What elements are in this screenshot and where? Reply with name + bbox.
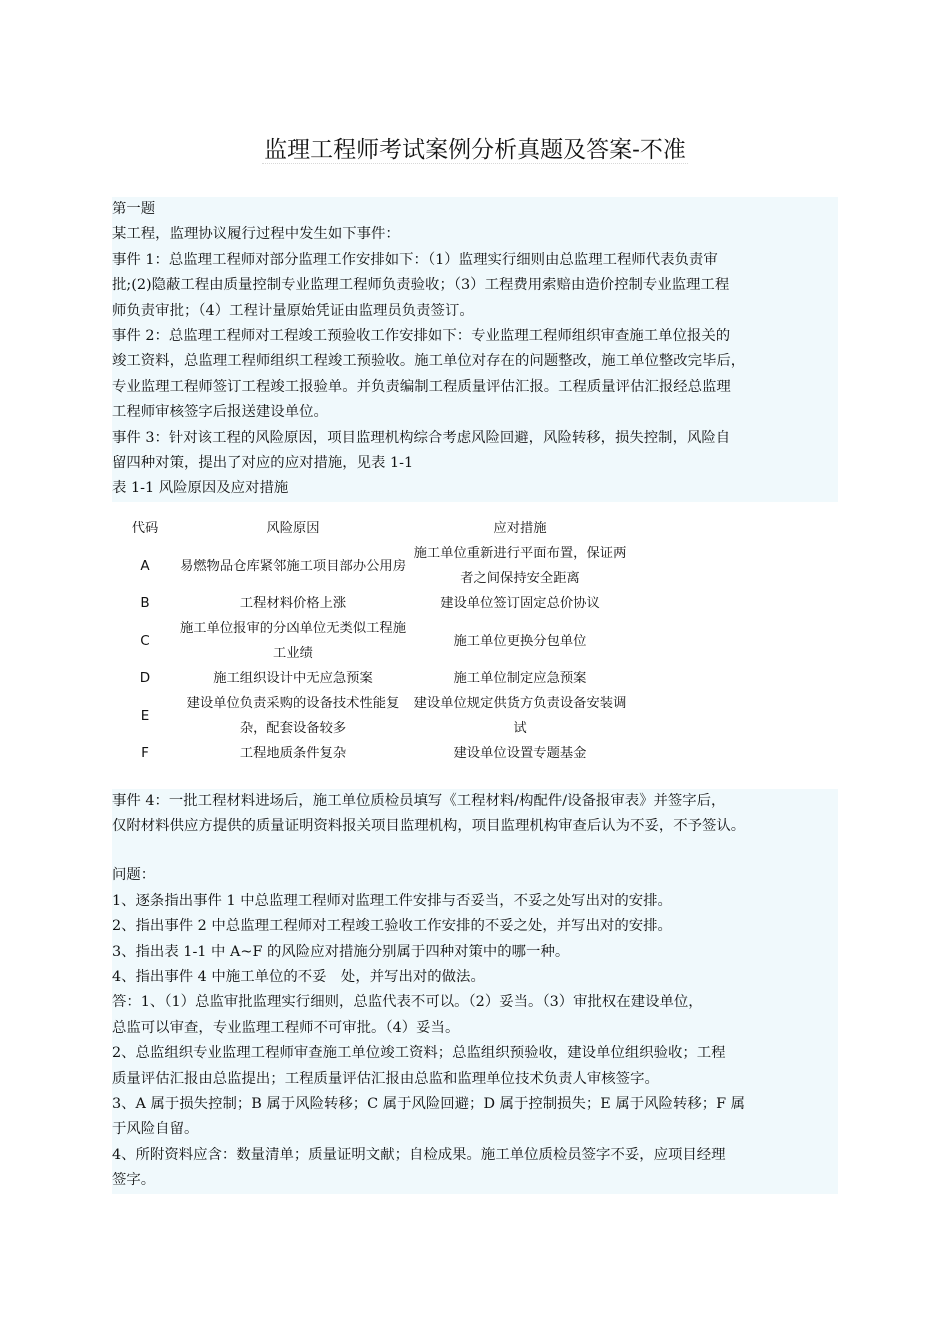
text-line: 签字。 [112,1172,156,1189]
row-cause: 施工组织设计中无应急预案 [213,671,373,686]
text-line: 3、A 属于损失控制；B 属于风险转移；C 属于风险回避；D 属于控制损失；E 属于风险转移；F 属 [112,1096,746,1113]
text-line: 质量评估汇报由总监提出；工程质量评估汇报由总监和监理单位技术负责人审核签字。 [112,1070,659,1087]
text-line: 4、所附资料应含：数量清单；质量证明文献；自检成果。施工单位质检员签字不妥，应项目经理 [112,1146,726,1163]
text-line: 2、总监组织专业监理工程师审查施工单位竣工资料；总监组织预验收，建设单位组织验收；工程 [112,1045,726,1062]
risk-table [112,516,632,766]
text-line: 批;(2)隐蔽工程由质量控制专业监理工程师负责验收；（3）工程费用索赔由造价控制专业监理工程 [112,277,730,294]
row-measure: 施工单位更换分包单位 [453,633,587,649]
text-line: 事件 2：总监理工程师对工程竣工预验收工作安排如下：专业监理工程师组织审查施工单位报关的 [112,328,731,345]
text-line: 总监可以审查，专业监理工程师不可审批。（4）妥当。 [112,1019,460,1036]
table-row [112,741,632,766]
row-measure: 建设单位签订固定总价协议 [440,596,600,611]
questions-answers [112,838,838,1194]
row-code: E [140,707,150,724]
row-cause: 工程地质条件复杂 [239,746,347,761]
table-row [112,591,632,616]
row-cause: 易燃物品仓库紧邻施工项目部办公用房 [179,558,407,574]
spacer [112,838,838,863]
case-description [112,197,838,502]
text-line: 2、指出事件 2 中总监理工程师对工程竣工验收工作安排的不妥之处，并写出对的安排。 [112,918,672,935]
row-measure: 建设单位设置专题基金 [453,746,587,761]
text-line: 于风险自留。 [112,1121,199,1138]
header-measure: 应对措施 [493,521,547,536]
text-line: 师负责审批；（4）工程计量原始凭证由监理员负责签订。 [112,302,474,319]
table-row [112,666,632,691]
text-line: 竣工资料，总监理工程师组织工程竣工预验收。施工单位对存在的问题整改，施工单位整改完毕后， [112,353,746,370]
text-line: 某工程，监理协议履行过程中发生如下事件： [112,226,400,243]
text-line: 事件 4：一批工程材料进场后，施工单位质检员填写《工程材料/构配件/设备报审表》并签字后， [112,793,726,809]
row-cause: 施工单位报审的分凶单位无类似工程施工业绩 [179,621,407,661]
table-caption: 表 1-1 风险原因及应对措施 [112,480,289,497]
text-line: 专业监理工程师签订工程竣工报验单。并负责编制工程质量评估汇报。工程质量评估汇报经总监理 [112,378,731,395]
row-measure: 施工单位制定应急预案 [453,671,587,686]
header-code: 代码 [131,521,159,536]
text-line: 3、指出表 1-1 中 A~F 的风险应对措施分别属于四种对策中的哪一种。 [112,943,570,960]
text-line: 4、指出事件 4 中施工单位的不妥 处，并写出对的做法。 [112,969,485,986]
row-cause: 工程材料价格上涨 [239,596,347,611]
row-cause: 建设单位负责采购的设备技术性能复杂，配套设备较多 [186,696,400,736]
header-cause: 风险原因 [266,521,320,536]
table-header-row [112,516,632,541]
text-line: 事件 3：针对该工程的风险原因，项目监理机构综合考虑风险回避，风险转移，损失控制，风险自 [112,429,731,446]
text-line: 工程师审核签字后报送建设单位。 [112,404,328,421]
row-measure: 施工单位重新进行平面布置，保证两者之间保持安全距离 [413,546,627,586]
text-line: 问题： [112,867,156,884]
row-code: B [140,595,150,611]
row-code: D [139,670,151,686]
text-line: 第一题 [112,201,156,217]
text-line: 仅附材料供应方提供的质量证明资料报关项目监理机构，项目监理机构审查后认为不妥，不予签认。 [112,818,746,835]
event-4 [112,789,838,840]
table-row [112,541,632,591]
row-code: A [140,557,150,574]
text-line: 1、逐条指出事件 1 中总监理工程师对监理工件安排与否妥当，不妥之处写出对的安排。 [112,892,672,909]
table-row [112,616,632,666]
text-line: 留四种对策，提出了对应的应对措施，见表 1-1 [112,455,414,472]
table-row [112,691,632,741]
row-code: C [140,632,150,649]
text-line: 事件 1：总监理工程师对部分监理工作安排如下：（1）监理实行细则由总监理工程师代表负责审 [112,251,718,268]
row-code: F [141,745,149,761]
document-title: 监理工程师考试案例分析真题及答案-不准 [264,137,686,163]
row-measure: 建设单位规定供货方负责设备安装调试 [413,696,627,736]
text-line: 答：1、（1）总监审批监理实行细则，总监代表不可以。（2）妥当。（3）审批权在建设单位， [112,994,703,1011]
